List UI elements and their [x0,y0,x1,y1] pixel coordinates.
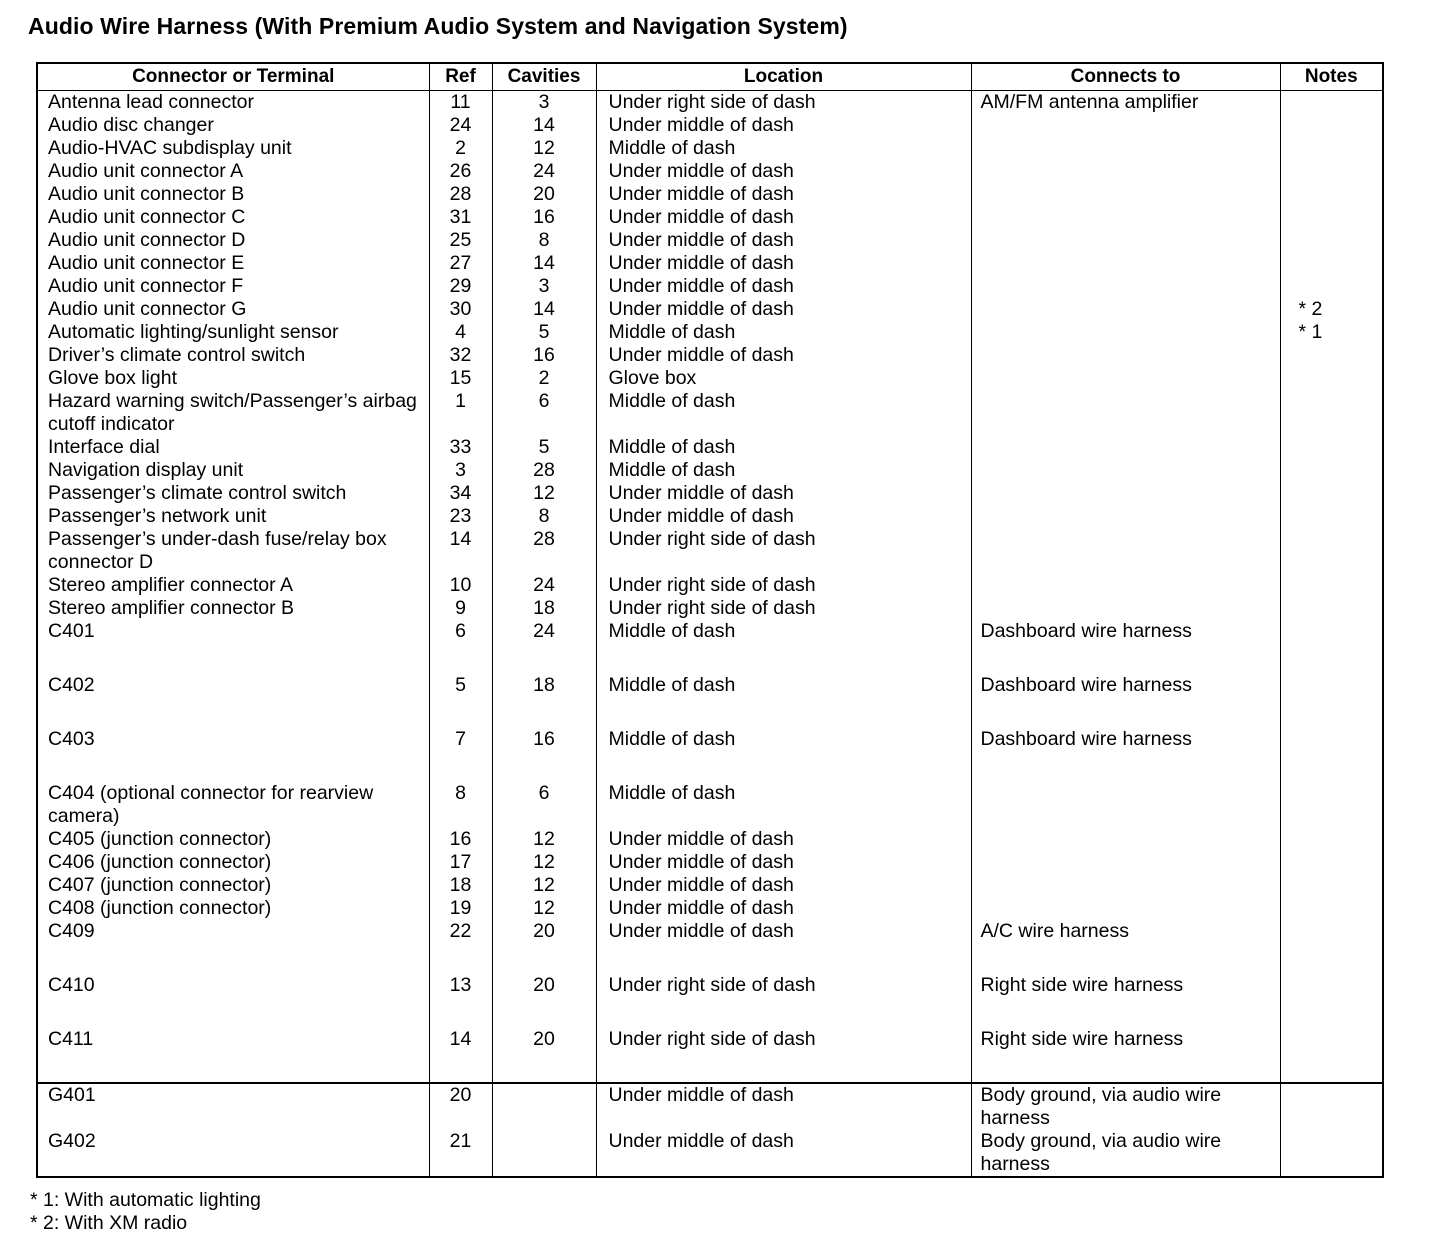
table-row [37,206,1383,229]
cell-location: Under middle of dash [596,920,971,974]
cell-connects: Body ground, via audio wire harness [971,1083,1280,1130]
table-row [37,974,1383,1028]
cell-location: Glove box [596,367,971,390]
cell-ref: 18 [429,874,492,897]
cell-ref: 24 [429,114,492,137]
cell-ref: 30 [429,298,492,321]
cell-cavities: 24 [492,574,596,597]
cell-location: Under right side of dash [596,528,971,574]
cell-connects [971,897,1280,920]
cell-notes [1280,206,1383,229]
cell-location: Under right side of dash [596,974,971,1028]
header-row [37,63,1383,91]
cell-notes [1280,674,1383,728]
cell-connector: C411 [37,1028,429,1083]
table-row [37,252,1383,275]
cell-ref: 23 [429,505,492,528]
cell-cavities: 12 [492,828,596,851]
footnotes [30,1189,261,1235]
cell-cavities: 16 [492,728,596,782]
table-row [37,728,1383,782]
cell-location: Middle of dash [596,728,971,782]
header-cavities: Cavities [492,63,596,91]
cell-connector: C409 [37,920,429,974]
cell-location: Middle of dash [596,436,971,459]
cell-cavities: 16 [492,206,596,229]
cell-notes [1280,436,1383,459]
cell-connects [971,851,1280,874]
cell-notes [1280,728,1383,782]
cell-location: Under right side of dash [596,597,971,620]
cell-connector: C406 (junction connector) [37,851,429,874]
cell-cavities: 24 [492,160,596,183]
cell-location: Middle of dash [596,390,971,436]
page-title: Audio Wire Harness (With Premium Audio System and Navigation System) [28,13,848,39]
cell-connects [971,137,1280,160]
cell-ref: 11 [429,91,492,115]
connector-table [36,62,1384,1178]
cell-notes [1280,459,1383,482]
cell-connector: Audio unit connector D [37,229,429,252]
cell-ref: 13 [429,974,492,1028]
cell-connects [971,874,1280,897]
cell-location: Under middle of dash [596,897,971,920]
cell-connector: Audio unit connector C [37,206,429,229]
cell-notes [1280,528,1383,574]
cell-location: Under middle of dash [596,229,971,252]
cell-notes [1280,91,1383,115]
cell-connects [971,390,1280,436]
table-row [37,298,1383,321]
cell-notes [1280,597,1383,620]
cell-connects [971,344,1280,367]
cell-location: Middle of dash [596,782,971,828]
cell-connector: Automatic lighting/sunlight sensor [37,321,429,344]
header-ref: Ref [429,63,492,91]
cell-cavities: 28 [492,459,596,482]
cell-connects [971,574,1280,597]
cell-connector: Audio unit connector G [37,298,429,321]
cell-notes [1280,344,1383,367]
cell-location: Under middle of dash [596,275,971,298]
cell-ref: 10 [429,574,492,597]
cell-notes: * 2 [1280,298,1383,321]
cell-cavities: 5 [492,321,596,344]
cell-ref: 15 [429,367,492,390]
cell-notes [1280,252,1383,275]
table-row [37,505,1383,528]
cell-notes [1280,367,1383,390]
table-row [37,137,1383,160]
cell-ref: 8 [429,782,492,828]
cell-ref: 6 [429,620,492,674]
cell-connector: Audio disc changer [37,114,429,137]
cell-connects [971,367,1280,390]
cell-connector: C405 (junction connector) [37,828,429,851]
cell-connects [971,828,1280,851]
cell-cavities: 3 [492,275,596,298]
cell-connects [971,206,1280,229]
cell-ref: 28 [429,183,492,206]
cell-cavities: 2 [492,367,596,390]
cell-location: Under middle of dash [596,206,971,229]
cell-ref: 14 [429,1028,492,1083]
cell-connects: Dashboard wire harness [971,620,1280,674]
cell-connects [971,298,1280,321]
cell-cavities: 12 [492,897,596,920]
cell-notes [1280,482,1383,505]
cell-cavities: 20 [492,974,596,1028]
cell-ref: 33 [429,436,492,459]
cell-notes [1280,782,1383,828]
cell-notes [1280,390,1383,436]
cell-ref: 27 [429,252,492,275]
table-row [37,1028,1383,1083]
cell-cavities: 12 [492,137,596,160]
cell-cavities: 28 [492,528,596,574]
cell-connector: Passenger’s under-dash fuse/relay box connector D [37,528,429,574]
table-row [37,436,1383,459]
cell-notes [1280,1028,1383,1083]
cell-location: Under right side of dash [596,574,971,597]
table-row [37,91,1383,115]
header-location: Location [596,63,971,91]
cell-cavities: 18 [492,597,596,620]
cell-notes [1280,160,1383,183]
cell-connects [971,275,1280,298]
cell-location: Under middle of dash [596,874,971,897]
cell-connector: Audio unit connector F [37,275,429,298]
cell-ref: 17 [429,851,492,874]
cell-location: Under middle of dash [596,1130,971,1177]
cell-cavities: 8 [492,229,596,252]
cell-connector: C407 (junction connector) [37,874,429,897]
cell-connector: Audio unit connector A [37,160,429,183]
cell-connects: Dashboard wire harness [971,728,1280,782]
cell-connector: C402 [37,674,429,728]
table-row [37,897,1383,920]
cell-connector: C410 [37,974,429,1028]
table-row [37,482,1383,505]
table-row [37,597,1383,620]
cell-connects [971,782,1280,828]
cell-connects [971,229,1280,252]
cell-location: Middle of dash [596,137,971,160]
cell-notes [1280,1083,1383,1130]
cell-ref: 29 [429,275,492,298]
cell-connects [971,597,1280,620]
cell-location: Under middle of dash [596,344,971,367]
header-connects-to: Connects to [971,63,1280,91]
cell-connects [971,321,1280,344]
cell-connects: Right side wire harness [971,974,1280,1028]
cell-cavities: 6 [492,390,596,436]
cell-connects: Body ground, via audio wire harness [971,1130,1280,1177]
cell-connects [971,183,1280,206]
cell-connector: C403 [37,728,429,782]
cell-location: Under middle of dash [596,505,971,528]
cell-location: Under middle of dash [596,114,971,137]
table-row [37,920,1383,974]
cell-ref: 22 [429,920,492,974]
table-row [37,851,1383,874]
cell-connector: C404 (optional connector for rearview camera) [37,782,429,828]
cell-connector: Navigation display unit [37,459,429,482]
cell-connects [971,436,1280,459]
table-row [37,229,1383,252]
cell-ref: 4 [429,321,492,344]
cell-connector: Audio-HVAC subdisplay unit [37,137,429,160]
table-row [37,321,1383,344]
cell-ref: 21 [429,1130,492,1177]
table-row [37,275,1383,298]
cell-connects: AM/FM antenna amplifier [971,91,1280,115]
cell-connects: Right side wire harness [971,1028,1280,1083]
cell-connector: Stereo amplifier connector B [37,597,429,620]
cell-cavities [492,1130,596,1177]
footnote-2: * 2: With XM radio [30,1212,188,1234]
cell-cavities: 14 [492,114,596,137]
table-row [37,874,1383,897]
cell-connector: Glove box light [37,367,429,390]
cell-cavities: 3 [492,91,596,115]
cell-location: Middle of dash [596,459,971,482]
cell-notes [1280,275,1383,298]
cell-cavities: 14 [492,252,596,275]
header-notes: Notes [1280,63,1383,91]
cell-location: Under middle of dash [596,482,971,505]
cell-cavities: 6 [492,782,596,828]
cell-cavities: 20 [492,183,596,206]
cell-notes [1280,183,1383,206]
cell-cavities: 14 [492,298,596,321]
table-row [37,183,1383,206]
cell-ref: 1 [429,390,492,436]
table-row [37,390,1383,436]
cell-cavities: 12 [492,874,596,897]
table-row [37,574,1383,597]
cell-connector: Audio unit connector B [37,183,429,206]
cell-notes [1280,229,1383,252]
cell-connector: Antenna lead connector [37,91,429,115]
cell-connector: Hazard warning switch/Passenger’s airbag cutoff indicator [37,390,429,436]
cell-notes [1280,851,1383,874]
table-row [37,1083,1383,1130]
cell-cavities: 12 [492,482,596,505]
table-row [37,344,1383,367]
cell-connects [971,528,1280,574]
cell-cavities: 18 [492,674,596,728]
table-row [37,828,1383,851]
cell-connector: G401 [37,1083,429,1130]
cell-location: Under middle of dash [596,851,971,874]
cell-cavities: 8 [492,505,596,528]
cell-location: Under right side of dash [596,1028,971,1083]
cell-notes [1280,505,1383,528]
cell-location: Under middle of dash [596,160,971,183]
cell-connector: Interface dial [37,436,429,459]
cell-location: Under middle of dash [596,298,971,321]
table-row [37,782,1383,828]
cell-connector: Driver’s climate control switch [37,344,429,367]
cell-cavities: 20 [492,1028,596,1083]
cell-ref: 3 [429,459,492,482]
cell-location: Under middle of dash [596,252,971,275]
cell-connects [971,482,1280,505]
cell-notes: * 1 [1280,321,1383,344]
cell-ref: 19 [429,897,492,920]
cell-ref: 2 [429,137,492,160]
cell-location: Middle of dash [596,620,971,674]
cell-ref: 31 [429,206,492,229]
cell-ref: 5 [429,674,492,728]
cell-notes [1280,1130,1383,1177]
table-row [37,160,1383,183]
cell-location: Middle of dash [596,321,971,344]
cell-connects [971,505,1280,528]
cell-cavities [492,1083,596,1130]
cell-connects [971,160,1280,183]
cell-ref: 34 [429,482,492,505]
cell-notes [1280,974,1383,1028]
cell-connects: Dashboard wire harness [971,674,1280,728]
cell-connector: C401 [37,620,429,674]
cell-location: Under middle of dash [596,183,971,206]
header-connector: Connector or Terminal [37,63,429,91]
cell-ref: 26 [429,160,492,183]
cell-ref: 16 [429,828,492,851]
cell-notes [1280,920,1383,974]
cell-notes [1280,114,1383,137]
cell-location: Under middle of dash [596,828,971,851]
cell-ref: 14 [429,528,492,574]
table-row [37,528,1383,574]
cell-cavities: 24 [492,620,596,674]
cell-ref: 9 [429,597,492,620]
cell-notes [1280,620,1383,674]
cell-location: Under right side of dash [596,91,971,115]
cell-cavities: 20 [492,920,596,974]
cell-notes [1280,897,1383,920]
cell-connects [971,252,1280,275]
table-row [37,459,1383,482]
cell-connector: C408 (junction connector) [37,897,429,920]
cell-location: Middle of dash [596,674,971,728]
footnote-1: * 1: With automatic lighting [30,1189,261,1211]
cell-notes [1280,574,1383,597]
cell-connects: A/C wire harness [971,920,1280,974]
table-row [37,674,1383,728]
cell-connects [971,459,1280,482]
table-row [37,1130,1383,1177]
cell-ref: 32 [429,344,492,367]
cell-connects [971,114,1280,137]
cell-cavities: 12 [492,851,596,874]
cell-ref: 20 [429,1083,492,1130]
table-row [37,620,1383,674]
cell-connector: Audio unit connector E [37,252,429,275]
cell-connector: Stereo amplifier connector A [37,574,429,597]
cell-notes [1280,137,1383,160]
cell-notes [1280,874,1383,897]
cell-ref: 7 [429,728,492,782]
cell-cavities: 16 [492,344,596,367]
cell-connector: Passenger’s climate control switch [37,482,429,505]
cell-location: Under middle of dash [596,1083,971,1130]
cell-connector: Passenger’s network unit [37,505,429,528]
cell-connector: G402 [37,1130,429,1177]
cell-notes [1280,828,1383,851]
cell-cavities: 5 [492,436,596,459]
table-row [37,367,1383,390]
table-row [37,114,1383,137]
cell-ref: 25 [429,229,492,252]
